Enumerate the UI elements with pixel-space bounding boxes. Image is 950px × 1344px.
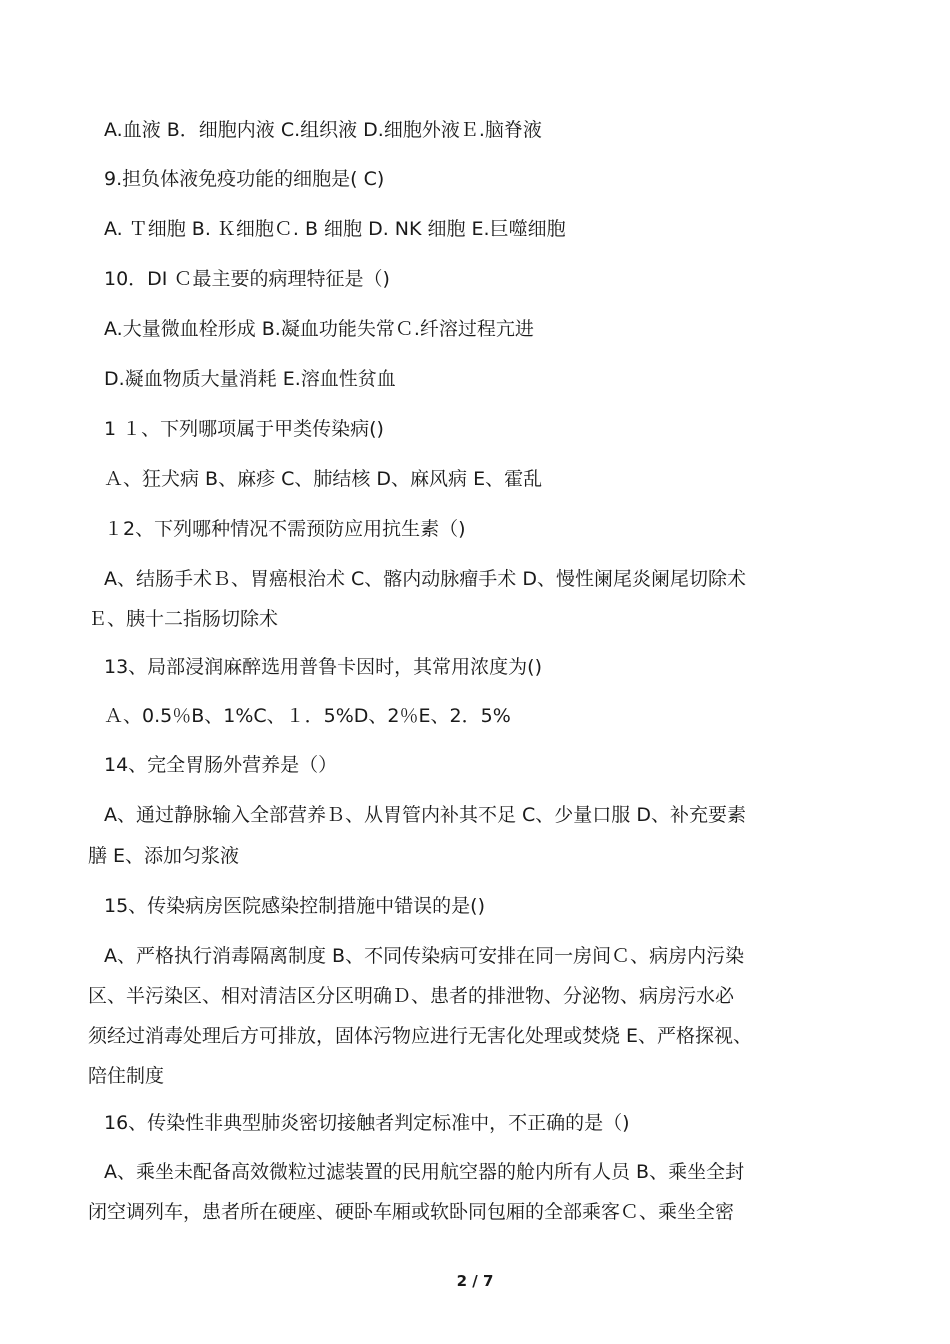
question-13: 13、局部浸润麻醉选用普鲁卡因时，其常用浓度为() <box>104 656 543 678</box>
question-12: １2、下列哪种情况不需预防应用抗生素（) <box>104 518 466 540</box>
question-15: 15、传染病房医院感染控制措施中错误的是() <box>104 895 486 917</box>
text-line-8: Ａ、狂犬病 B、麻疹 C、肺结核 D、麻风病 E、霍乱 <box>104 468 543 490</box>
text-line-18: A、严格执行消毒隔离制度 B、不同传染病可安排在同一房间Ｃ、病房内污染 <box>104 945 745 967</box>
text-line-16: 膳 E、添加匀浆液 <box>88 845 240 867</box>
text-line-20: 须经过消毒处理后方可排放，固体污物应进行无害化处理或焚烧 E、严格探视、 <box>88 1025 753 1047</box>
text-line-15: A、通过静脉输入全部营养Ｂ、从胃管内补其不足 C、少量口服 D、补充要素 <box>104 804 746 826</box>
question-9: 9.担负体液免疫功能的细胞是( C) <box>104 168 385 190</box>
text-line-13: Ａ、0.5％B、1%C、１．5%D、2％E、2．5% <box>104 705 511 727</box>
question-10: 10．DI Ｃ最主要的病理特征是（) <box>104 268 390 290</box>
text-line-24: 闭空调列车，患者所在硬座、硬卧车厢或软卧同包厢的全部乘客Ｃ、乘坐全密 <box>88 1201 735 1223</box>
question-11: 1 １、下列哪项属于甲类传染病() <box>104 418 384 440</box>
text-line-6: D.凝血物质大量消耗 E.溶血性贫血 <box>104 368 396 390</box>
text-line-1: A.血液 B．细胞内液 C.组织液 D.细胞外液Ｅ.脑脊液 <box>104 119 542 141</box>
text-line-23: A、乘坐未配备高效微粒过滤装置的民用航空器的舱内所有人员 B、乘坐全封 <box>104 1161 745 1183</box>
question-14: 14、完全胃肠外营养是（） <box>104 754 338 776</box>
text-line-11: Ｅ、胰十二指肠切除术 <box>88 608 279 630</box>
text-line-19: 区、半污染区、相对清洁区分区明确Ｄ、患者的排泄物、分泌物、病房污水必 <box>88 985 735 1007</box>
text-line-21: 陪住制度 <box>88 1065 165 1087</box>
question-16: 16、传染性非典型肺炎密切接触者判定标准中，不正确的是（) <box>104 1112 630 1134</box>
page-number: 2 / 7 <box>456 1272 494 1290</box>
text-line-5: A.大量微血栓形成 B.凝血功能失常Ｃ.纤溶过程亢进 <box>104 318 534 340</box>
text-line-10: A、结肠手术Ｂ、胃癌根治术 C、髂内动脉瘤手术 D、慢性阑尾炎阑尾切除术 <box>104 568 746 590</box>
text-line-3: A. Ｔ细胞 B. Ｋ细胞Ｃ. B 细胞 D. NK 细胞 E.巨噬细胞 <box>104 218 566 240</box>
